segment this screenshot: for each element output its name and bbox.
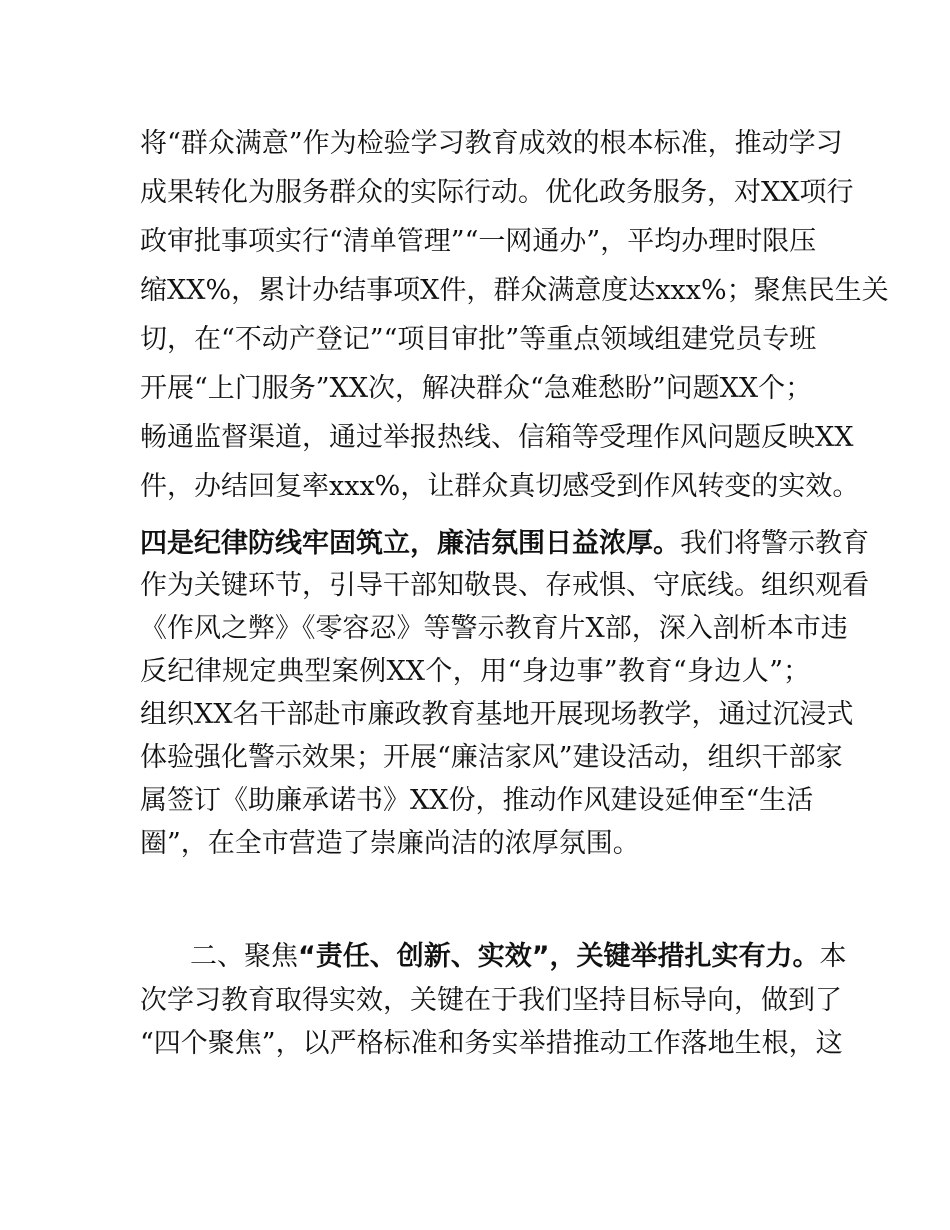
paragraph-1-line xyxy=(140,467,860,507)
paragraph-3-line xyxy=(140,1024,843,1064)
paragraph-3-line xyxy=(140,981,842,1021)
paragraph-1-line xyxy=(140,124,843,164)
paragraph-2-line xyxy=(140,609,848,649)
paragraph-2-line xyxy=(140,524,869,564)
body-text: 二、聚焦 xyxy=(190,941,298,972)
bold-heading-text: “责任、创新、实效”，关键举措扎实有力。 xyxy=(298,941,820,972)
paragraph-2-line xyxy=(140,695,854,735)
body-text: 次学习教育取得实效，关键在于我们坚持目标导向，做到了 xyxy=(140,985,842,1016)
paragraph-1-line xyxy=(140,320,817,360)
body-text: 成果转化为服务群众的实际行动。优化政务服务，对XX项行 xyxy=(140,177,854,208)
paragraph-2-line xyxy=(140,652,810,692)
body-text: 本 xyxy=(819,941,847,972)
paragraph-1-line xyxy=(140,418,854,458)
paragraph-2-line xyxy=(140,824,810,864)
paragraph-2-line xyxy=(140,738,843,778)
body-text: 反纪律规定典型案例XX个，用“身边事”教育“身边人”； xyxy=(140,656,810,687)
body-text: 件，办结回复率xxx%，让群众真切感受到作风转变的实效。 xyxy=(140,471,860,502)
body-text: 政审批事项实行“清单管理”“一网通办”，平均办理时限压 xyxy=(140,226,817,257)
body-text: 将“群众满意”作为检验学习教育成效的根本标准，推动学习 xyxy=(140,128,843,159)
body-text: 我们将警示教育 xyxy=(680,528,869,559)
body-text: 圈”，在全市营造了崇廉尚洁的浓厚氛围。 xyxy=(140,828,640,859)
body-text: 畅通监督渠道，通过举报热线、信箱等受理作风问题反映XX xyxy=(140,422,854,453)
body-text: 作为关键环节，引导干部知敬畏、存戒惧、守底线。组织观看 xyxy=(140,570,869,601)
body-text: 属签订《助廉承诺书》XX份，推动作风建设延伸至“生活 xyxy=(140,785,814,816)
bold-heading-text: 四是纪律防线牢固筑立，廉洁氛围日益浓厚。 xyxy=(140,528,680,559)
paragraph-2-line xyxy=(140,566,869,606)
body-text: “四个聚焦”，以严格标准和务实举措推动工作落地生根，这 xyxy=(140,1028,843,1059)
paragraph-2-line xyxy=(140,781,814,821)
paragraph-1-line xyxy=(140,173,854,213)
body-text: 《作风之弊》《零容忍》等警示教育片X部，深入剖析本市违 xyxy=(140,613,848,644)
paragraph-1-line xyxy=(140,369,813,409)
body-text: 切，在“不动产登记”“项目审批”等重点领域组建党员专班 xyxy=(140,324,817,355)
paragraph-1-line xyxy=(140,222,817,262)
body-text: 体验强化警示效果；开展“廉洁家风”建设活动，组织干部家 xyxy=(140,742,843,773)
paragraph-1-line xyxy=(140,271,889,311)
paragraph-3-line xyxy=(190,937,847,977)
body-text: 开展“上门服务”XX次，解决群众“急难愁盼”问题XX个； xyxy=(140,373,813,404)
body-text: 缩XX%，累计办结事项X件，群众满意度达xxx%；聚焦民生关 xyxy=(140,275,889,306)
body-text: 组织XX名干部赴市廉政教育基地开展现场教学，通过沉浸式 xyxy=(140,699,854,730)
